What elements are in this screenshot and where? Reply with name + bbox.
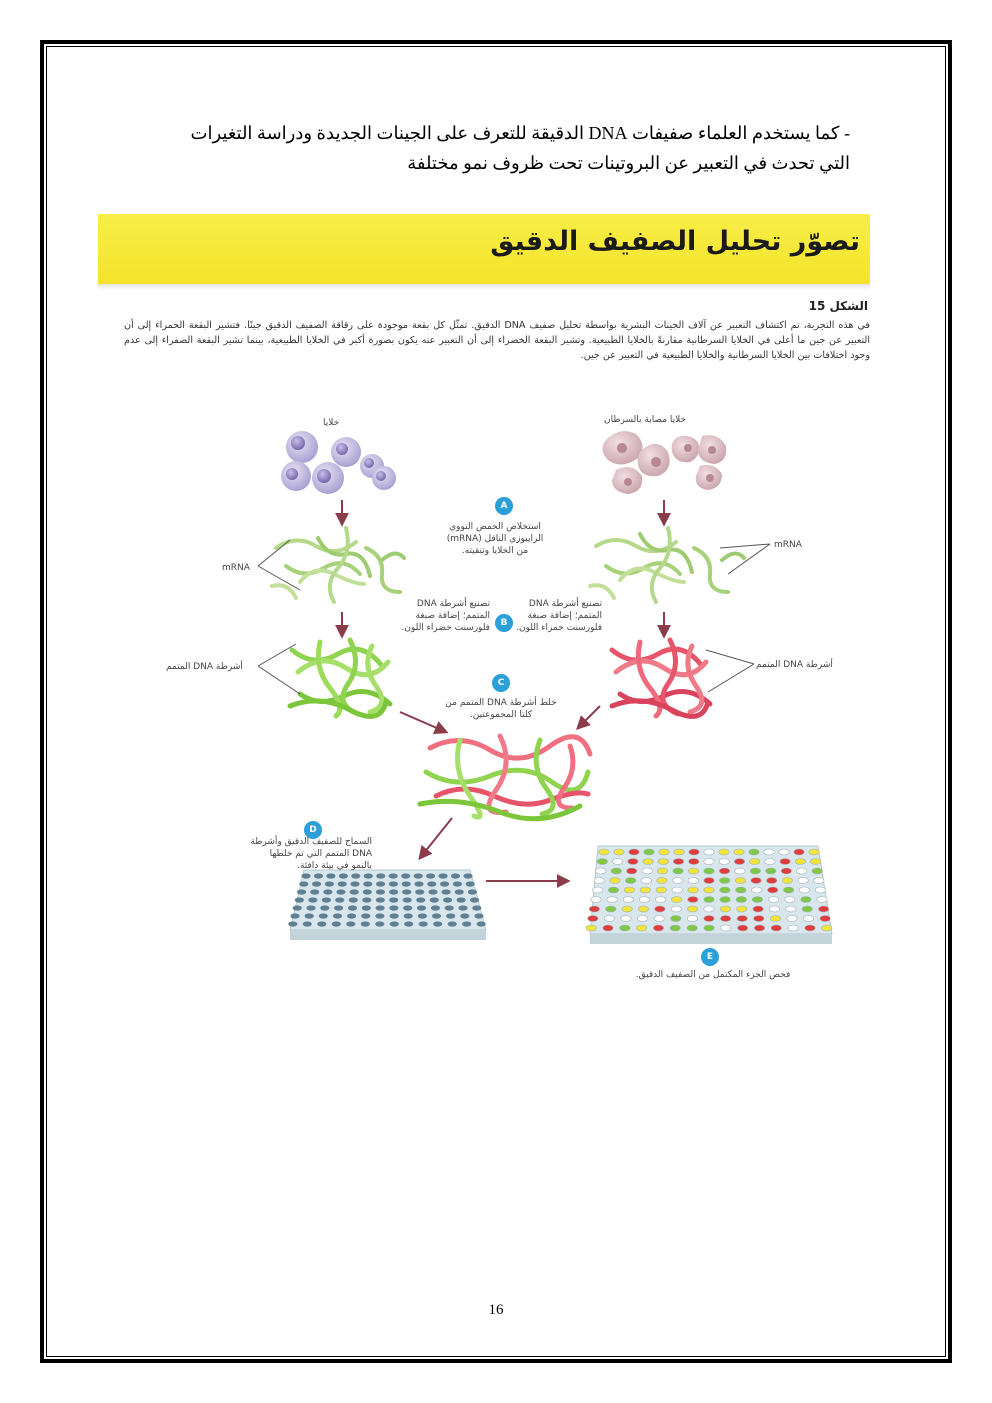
microarray-well [319,913,328,918]
microarray-spot [689,849,699,855]
microarray-well [323,889,332,894]
microarray-well [334,905,343,910]
microarray-spot [627,868,637,874]
microarray-well [361,921,370,926]
microarray-spot [750,868,760,874]
step-b-right-text: تصنيع أشرطة DNA المتمم؛ إضافة صبغة فلورسنت حمراء اللون. [516,599,602,633]
microarray-well [346,921,355,926]
microarray-spot [628,859,638,865]
microarray-spot [659,849,669,855]
microarray-spot [810,859,820,865]
microarray-well [439,873,448,878]
microarray-well [362,897,371,902]
microarray-spot [704,859,714,865]
step-e-badge: E [701,948,719,966]
microarray-well [339,873,348,878]
microarray-spot [624,887,634,893]
microarray-spot [629,849,639,855]
microarray-spot [719,849,729,855]
microarray-spot [625,878,635,884]
microarray-spot [688,887,698,893]
microarray-spot [720,887,730,893]
mrna-label-left: mRNA [222,563,250,573]
microarray-spot [818,906,828,912]
microarray-spot [781,868,791,874]
microarray-spot [752,887,762,893]
microarray-well [470,897,479,902]
microarray-well [431,905,440,910]
microarray-spot [641,878,651,884]
microarray-spot [794,849,804,855]
microarray-well [320,905,329,910]
microarray-spot [754,925,764,931]
microarray-spot [735,878,745,884]
microarray-well [426,873,435,878]
microarray-well [427,881,436,886]
microarray-spot [597,859,607,865]
microarray-spot [814,878,824,884]
microarray-spot [670,925,680,931]
normal-cells-group [281,431,396,494]
microarray-spot [672,887,682,893]
mrna-label-right: mRNA [774,540,802,550]
microarray-well [472,905,481,910]
microarray-spot [720,906,730,912]
left-leader-lines [258,540,300,694]
microarray-spot [719,868,729,874]
microarray-spot [737,916,747,922]
microarray-spot [719,859,729,865]
microarray-well [348,905,357,910]
microarray-spot [588,916,598,922]
intro-line-2: التي تحدث في التعبير عن البروتينات تحت ظروف نمو مختلفة [407,153,850,173]
microarray-well [361,913,370,918]
microarray-spot [671,906,681,912]
microarray-blank [288,870,486,940]
figure-caption: في هذه التجربة، تم اكتشاف التعبير عن آلاف الجينات البشرية بواسطة تحليل صفيف DNA الدقيق. تمثّل كل بقعة موجودة على رقاقة الصفيف الدقيق جينًا. فتشير البقعة الحمراء إلى أن التعبير عن جين ما أعلى في الخلايا السرطانية مقارنةً بالخلايا الطبيعية. وتشير البقعة الخضراء إلى أن التعبير عنه يكون بصورة أكبر في الخلايا الطبيعية، بينما تشير البقعة الصفراء إلى عدم وجود اختلافات بين الخلايا السرطانية والخلايا الطبيعية في التعبير عن جين. [124,320,870,361]
microarray-spot [589,906,599,912]
microarray-well [332,921,341,926]
microarray-spot [653,925,663,931]
microarray-well [314,873,323,878]
microarray-spot [704,906,714,912]
microarray-spot [704,878,714,884]
microarray-well [401,873,410,878]
microarray-spot [608,887,618,893]
microarray-well [349,897,358,902]
microarray-well [336,889,345,894]
microarray-spot [687,916,697,922]
microarray-well [363,889,372,894]
red-cdna-strands [612,640,710,716]
microarray-spot [638,906,648,912]
microarray-well [389,873,398,878]
microarray-spot [673,859,683,865]
microarray-well [477,921,486,926]
microarray-spot [797,868,807,874]
microarray-well [403,897,412,902]
microarray-well [351,873,360,878]
microarray-spot [720,916,730,922]
microarray-well [325,881,334,886]
microarray-spot [820,916,830,922]
microarray-spot [687,906,697,912]
microarray-spot [753,906,763,912]
intro-line-1: - كما يستخدم العلماء صفيفات DNA الدقيقة للتعرف على الجينات الجديدة ودراسة التغيرات [190,123,850,143]
microarray-spot [637,925,647,931]
microarray-spot [704,868,714,874]
microarray-result [586,846,832,944]
microarray-spot [672,897,682,903]
microarray-well [446,913,455,918]
microarray-well [350,889,359,894]
microarray-well [376,881,385,886]
microarray-spot [788,925,798,931]
microarray-spot [704,925,714,931]
microarray-spot [599,849,609,855]
microarray-spot [785,897,795,903]
microarray-spot [809,849,819,855]
microarray-spot [689,859,699,865]
microarray-well [299,881,308,886]
microarray-spot [620,925,630,931]
microarray-spot [654,916,664,922]
microarray-spot [764,849,774,855]
microarray-well [443,897,452,902]
cdna-label-left: أشرطة DNA المتمم [166,662,243,672]
microarray-well [301,873,310,878]
microarray-well [419,921,428,926]
microarray-spot [768,887,778,893]
mrna-strands-left [272,528,404,602]
microarray-well [326,873,335,878]
microarray-spot [779,849,789,855]
microarray-spot [734,859,744,865]
step-c-badge: C [492,674,510,692]
microarray-well [468,889,477,894]
microarray-spot [637,916,647,922]
microarray-spot [767,878,777,884]
microarray-spot [783,887,793,893]
microarray-well [363,881,372,886]
step-a-badge: A [495,497,513,515]
microarray-spot [688,897,698,903]
microarray-spot [614,849,624,855]
microarray-spot [771,925,781,931]
microarray-well [440,881,449,886]
microarray-spot [704,887,714,893]
microarray-spot [737,906,747,912]
microarray-well [389,897,398,902]
microarray-well [428,889,437,894]
microarray-well [322,897,331,902]
microarray-well [389,881,398,886]
microarray-spot [782,878,792,884]
microarray-spot [621,916,631,922]
step-e-text: فحص الجزء المكتمل من الصفيف الدقيق. [635,970,791,980]
microarray-well [414,873,423,878]
microarray-spot [673,868,683,874]
microarray-spot [704,916,714,922]
microarray-spot [591,897,601,903]
microarray-spot [656,887,666,893]
microarray-spot [671,916,681,922]
microarray-spot [607,897,617,903]
microarray-spot [639,897,649,903]
microarray-spot [754,916,764,922]
microarray-well [288,921,297,926]
microarray-spot [623,897,633,903]
microarray-well [402,889,411,894]
microarray-spot [592,887,602,893]
microarray-spot [622,906,632,912]
microarray-spot [801,897,811,903]
microarray-spot [704,849,714,855]
microarray-spot [674,849,684,855]
microarray-spot [687,925,697,931]
microarray-spot [795,859,805,865]
mixed-cdna-strands [420,736,590,819]
microarray-well [350,881,359,886]
step-b-left-text: تصنيع أشرطة DNA المتمم؛ إضافة صبغة فلورسنت خضراء اللون. [401,599,490,633]
microarray-well [335,897,344,902]
microarray-spot [802,906,812,912]
figure-title: تصوّر تحليل الصفيف الدقيق [490,226,860,257]
cancer-cells-group [602,431,726,494]
microarray-spot [769,906,779,912]
microarray-spot [611,868,621,874]
microarray-well [455,889,464,894]
microarray-well [375,913,384,918]
microarray-well [414,881,423,886]
microarray-well [362,905,371,910]
microarray-spot [736,887,746,893]
microarray-well [453,881,462,886]
microarray-well [462,921,471,926]
microarray-spot [770,916,780,922]
microarray-well [430,897,439,902]
normal-cells-label: خلايا [323,418,340,428]
microarray-spot [594,878,604,884]
microarray-spot [672,878,682,884]
microarray-well [376,873,385,878]
mrna-strands-right [590,528,744,602]
microarray-well [389,905,398,910]
microarray-well [458,905,467,910]
microarray-well [448,921,457,926]
microarray-well [290,913,299,918]
step-d-badge: D [304,821,322,839]
green-cdna-strands [290,640,390,716]
microarray-well [303,921,312,926]
step-c-text: خلط أشرطة DNA المتمم من كلتا المجموعتين. [445,698,557,720]
microarray-spot [786,906,796,912]
microarray-spot [688,878,698,884]
microarray-spot [822,925,832,931]
microarray-well [293,905,302,910]
microarray-spot [704,897,714,903]
microarray-spot [799,887,809,893]
microarray-spot [749,849,759,855]
microarray-spot [751,878,761,884]
microarray-spot [603,925,613,931]
microarray-spot [612,859,622,865]
microarray-spot [734,849,744,855]
microarray-spot [817,897,827,903]
microarray-well [445,905,454,910]
microarray-well [333,913,342,918]
microarray-spot [803,916,813,922]
microarray-spot [596,868,606,874]
microarray-well [376,897,385,902]
microarray-well [390,921,399,926]
microarray-well [404,913,413,918]
microarray-well [364,873,373,878]
microarray-well [347,913,356,918]
microarray-well [305,913,314,918]
microarray-spot [655,906,665,912]
microarray-well [474,913,483,918]
microarray-spot [812,868,822,874]
microarray-well [416,897,425,902]
microarray-spot [586,925,596,931]
microarray-spot [766,868,776,874]
microarray-spot [780,859,790,865]
microarray-spot [752,897,762,903]
microarray-spot [688,868,698,874]
microarray-well [418,913,427,918]
microarray-well [317,921,326,926]
microarray-spot [655,897,665,903]
microarray-well [338,881,347,886]
cancer-cells-label: خلايا مصابة بالسرطان [604,415,687,425]
microarray-spot [642,868,652,874]
microarray-spot [768,897,778,903]
microarray-spot [736,897,746,903]
microarray-well [375,921,384,926]
microarray-spot [658,859,668,865]
microarray-well [460,913,469,918]
microarray-well [389,889,398,894]
microarray-well [403,905,412,910]
microarray-spot [805,925,815,931]
microarray-spot [787,916,797,922]
microarray-well [376,889,385,894]
microarray-well [376,905,385,910]
microarray-spot [735,868,745,874]
microarray-spot [798,878,808,884]
microarray-well [415,889,424,894]
figure-caption-label: الشكل 15 [808,299,868,313]
microarray-well [404,921,413,926]
microarray-well [312,881,321,886]
microarray-well [432,913,441,918]
step-d-text: السماح للصفيف الدقيق وأشرطة DNA المتمم التي تم خلطها بالنمو في بيئة دافئة. [250,837,372,871]
microarray-spot [720,878,730,884]
microarray-well [451,873,460,878]
microarray-spot [721,925,731,931]
step-b-badge: B [495,614,513,632]
microarray-spot [815,887,825,893]
microarray-well [433,921,442,926]
microarray-well [390,913,399,918]
microarray-spot [640,887,650,893]
microarray-spot [644,849,654,855]
microarray-spot [738,925,748,931]
microarray-spot [720,897,730,903]
microarray-spot [657,878,667,884]
microarray-spot [643,859,653,865]
page-number: 16 [488,1302,504,1318]
microarray-spot [606,906,616,912]
microarray-well [297,889,306,894]
microarray-well [442,889,451,894]
microarray-well [457,897,466,902]
microarray-well [463,873,472,878]
microarray-well [308,897,317,902]
microarray-spot [765,859,775,865]
microarray-well [310,889,319,894]
microarray-spot [750,859,760,865]
microarray-well [402,881,411,886]
microarray-well [417,905,426,910]
microarray-well [466,881,475,886]
microarray-spot [657,868,667,874]
microarray-well [295,897,304,902]
microarray-well [306,905,315,910]
microarray-spot [610,878,620,884]
microarray-spot [604,916,614,922]
cdna-label-right: أشرطة DNA المتمم [756,660,833,670]
step-a-text: استخلاص الحمض النووي الرايبوزي الناقل (mRNA) من الخلايا وتنقيته. [446,522,544,556]
